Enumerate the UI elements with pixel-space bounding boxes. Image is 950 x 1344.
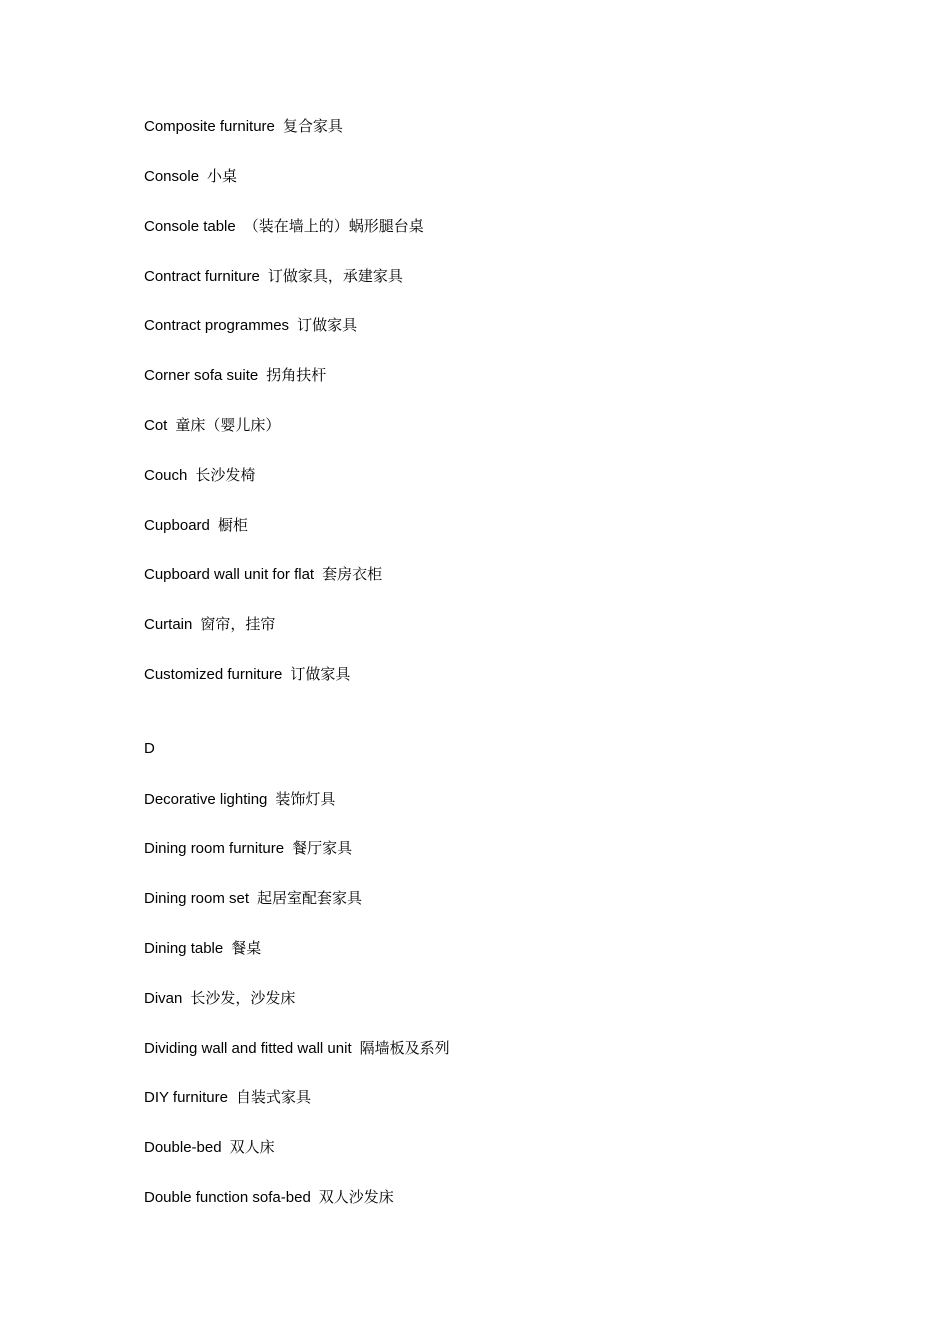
term-chinese: 自装式家具 <box>235 1088 311 1106</box>
term-english: Console table <box>144 218 236 235</box>
term-english: Curtain <box>144 616 193 633</box>
glossary-entry <box>144 514 248 536</box>
glossary-entry <box>144 1037 450 1059</box>
term-chinese: 隔墙板及系列 <box>359 1039 450 1057</box>
term-english: DIY furniture <box>144 1089 228 1106</box>
term-english: Dining table <box>144 940 224 957</box>
term-english: Corner sofa suite <box>144 367 259 384</box>
term-english: Couch <box>144 467 188 484</box>
glossary-entry <box>144 1186 394 1208</box>
term-english: Console <box>144 168 200 185</box>
glossary-entry <box>144 987 295 1009</box>
glossary-entry <box>144 788 335 810</box>
term-chinese: 橱柜 <box>217 516 248 534</box>
term-chinese: 拐角扶杆 <box>266 366 327 384</box>
glossary-entry <box>144 215 424 237</box>
glossary-entry <box>144 937 261 959</box>
term-chinese: 餐桌 <box>231 939 262 957</box>
term-chinese: 装饰灯具 <box>275 790 336 808</box>
glossary-entry <box>144 613 275 635</box>
term-chinese: （装在墙上的）蜗形腿台桌 <box>243 217 424 235</box>
glossary-entry <box>144 364 326 386</box>
glossary-entry <box>144 563 382 585</box>
term-chinese: 小桌 <box>207 167 238 185</box>
term-english: Contract programmes <box>144 317 290 334</box>
term-chinese: 套房衣柜 <box>322 565 383 583</box>
glossary-entry <box>144 663 350 685</box>
term-english: Cupboard <box>144 517 210 534</box>
term-english: Double function sofa-bed <box>144 1189 311 1206</box>
term-chinese: 订做家具 <box>290 665 351 683</box>
term-chinese: 童床（婴儿床） <box>175 416 281 434</box>
glossary-entry <box>144 837 352 859</box>
glossary-entry <box>144 414 280 436</box>
term-english: Composite furniture <box>144 118 275 135</box>
section-heading: D <box>144 740 155 757</box>
term-chinese: 订做家具，承建家具 <box>267 267 403 285</box>
glossary-entry <box>144 265 403 287</box>
glossary-entry <box>144 314 357 336</box>
glossary-entry <box>144 115 343 137</box>
term-english: Cot <box>144 417 168 434</box>
term-english: Customized furniture <box>144 666 283 683</box>
term-english: Contract furniture <box>144 268 260 285</box>
term-english: Divan <box>144 990 183 1007</box>
term-english: Dining room set <box>144 890 250 907</box>
term-chinese: 长沙发椅 <box>195 466 256 484</box>
glossary-entry <box>144 464 255 486</box>
term-chinese: 长沙发，沙发床 <box>190 989 296 1007</box>
term-chinese: 餐厅家具 <box>292 839 353 857</box>
term-english: Dividing wall and fitted wall unit <box>144 1040 352 1057</box>
term-chinese: 双人床 <box>229 1138 275 1156</box>
glossary-entry <box>144 165 237 187</box>
term-chinese: 复合家具 <box>282 117 343 135</box>
glossary-entry <box>144 1136 275 1158</box>
term-english: Dining room furniture <box>144 840 285 857</box>
term-chinese: 起居室配套家具 <box>257 889 363 907</box>
term-english: Decorative lighting <box>144 791 268 808</box>
term-english: Cupboard wall unit for flat <box>144 566 315 583</box>
term-english: Double-bed <box>144 1139 222 1156</box>
term-chinese: 窗帘，挂帘 <box>200 615 276 633</box>
term-chinese: 订做家具 <box>297 316 358 334</box>
term-chinese: 双人沙发床 <box>318 1188 394 1206</box>
glossary-entry <box>144 1086 311 1108</box>
glossary-entry <box>144 887 362 909</box>
